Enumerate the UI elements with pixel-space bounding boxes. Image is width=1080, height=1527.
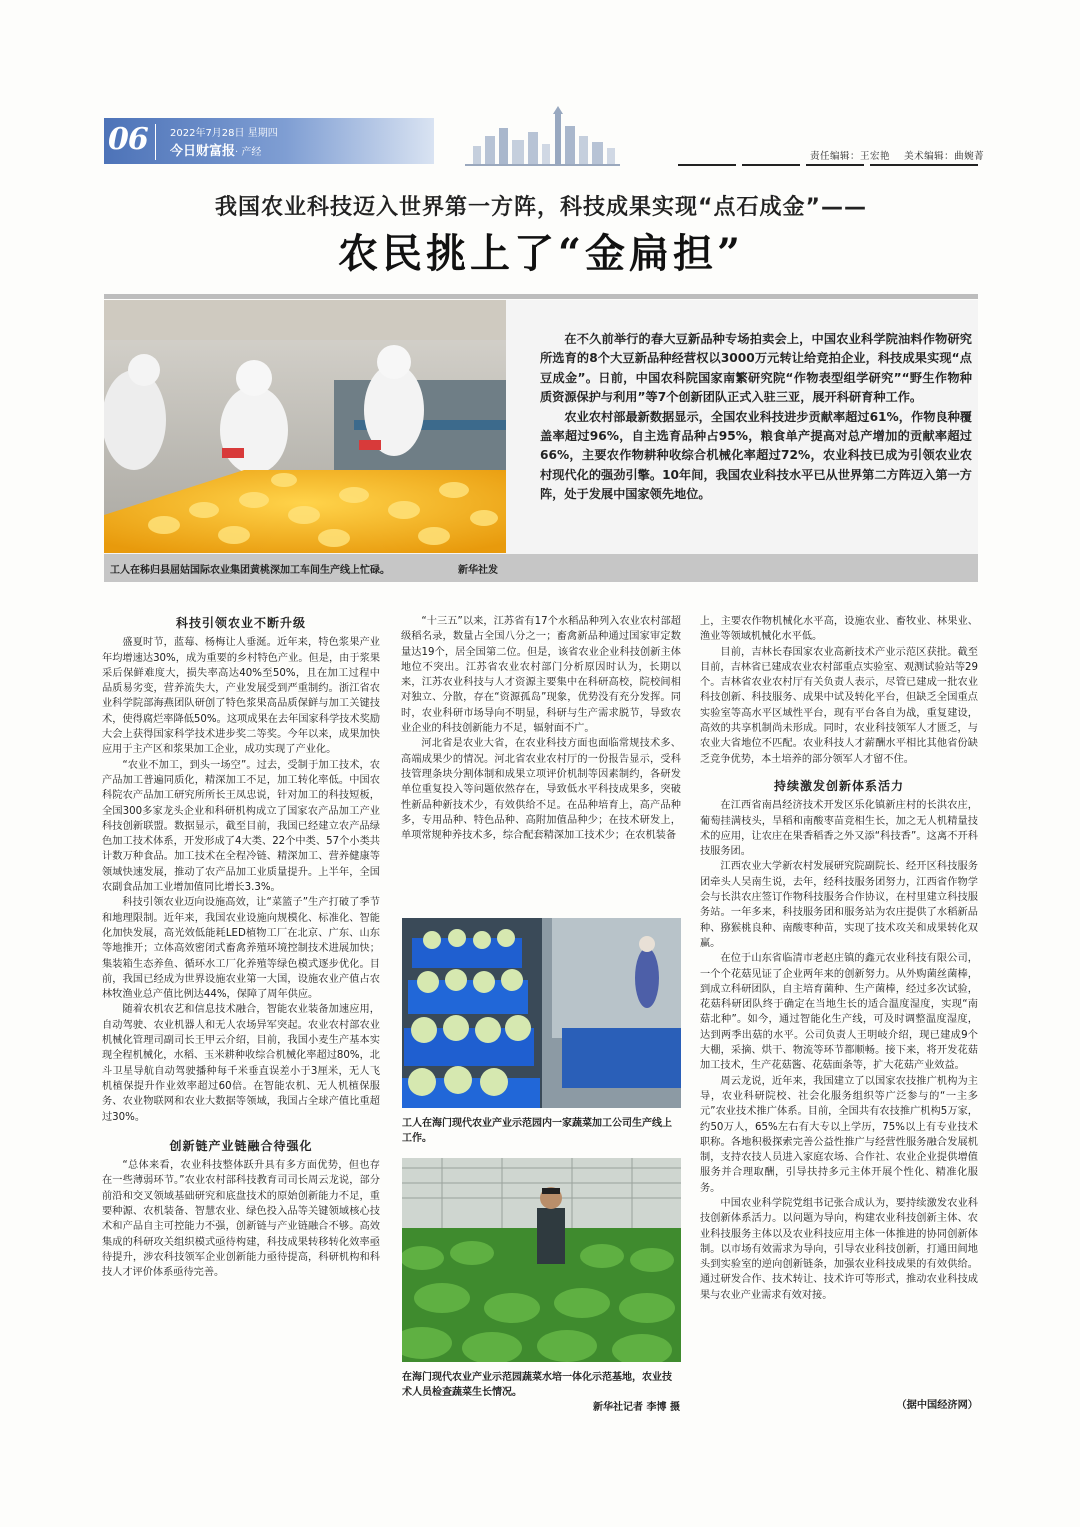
paragraph: 上，主要农作物机械化水平高，设施农业、畜牧业、林果业、渔业等领域机械化水平低。 [700,616,978,643]
headline-title: 农民挑上了“金扁担” [337,230,744,277]
lead-text [540,330,972,505]
main-photo-credit: 新华社发 [458,565,498,576]
paragraph: 江西农业大学新农村发展研究院副院长、经开区科技服务团牵头人吴南生说，去年，经科技服务团努力，江西省作物学会与长洪农庄签订作物科技服务合作协议，在村里建立科技服务站。一年多来，科技服务团和服务站为农庄提供了水稻新品种、猕猴桃良种、南酸枣种苗，实现了技术攻关和成果转化双赢。 [700,861,978,949]
paragraph: 在江西省南昌经济技术开发区乐化镇新庄村的长洪农庄，葡萄挂满枝头，旱稻和南酸枣苗竞相生长，加之无人机精量技术的应用，让农庄在果香稻香之外又添“科技香”。这离不开科技服务团。 [700,800,978,858]
section-heading: 科技引领农业不断升级 [175,616,306,630]
article-column-1 [102,616,380,1280]
header-rule [678,164,978,166]
section-heading: 持续激发创新体系活力 [773,778,904,793]
vegetable-factory-photo [402,918,681,1108]
article-column-2 [401,614,681,843]
art-editor: 美术编辑：曲婉菁 [904,151,985,162]
hydroponic-greenhouse-photo [402,1158,681,1362]
section-label: · 产经 [235,147,262,158]
section-heading: 创新链产业链融合待强化 [169,1138,313,1153]
paragraph: 随着农机农艺和信息技术融合，智能农业装备加速应用，自动驾驶、农业机器人和无人农场异军突起。农业农村部农业机械化管理司副司长王甲云介绍，目前，我国小麦生产基本实现全程机械化，水稻、玉米耕种收综合机械化率超过80%，北斗卫星导航自动驾驶播种每千米垂直误差小于3厘米，无人飞机植保提升作业效率超过60倍。在智能农机、无人机植保服务、农业物联网和农业大数据等领域，我国占全球产值比重超过30%。 [102,1004,380,1123]
paragraph: 在位于山东省临清市老赵庄镇的鑫元农业科技有限公司，一个个花菇见证了企业两年来的创新努力。从外购菌丝菌棒，到成立科研团队，自主培育菌种、生产菌棒，经过多次试验，花菇科研团队终于确定在当地生长的适合温度湿度，实现“南菇北种”。如今，通过智能化生产线，可及时调整温度湿度，达到两季出菇的水平。公司负责人王明岐介绍，现已建成9个大棚，采摘、烘干、物流等环节都顺畅。接下来，将开发花菇加工技术，生产花菇酱、花菇面条等，扩大花菇产业效益。 [700,953,978,1072]
paragraph: 科技引领农业迈向设施高效，让“菜篮子”生产打破了季节和地理限制。近年来，我国农业设施向规模化、标准化、智能化加快发展，高光效低能耗LED植物工厂在北京、广东、山东等地推开；立体高效密闭式畜禽养殖环境控制技术进展加快；集装箱生态养鱼、循环水工厂化养殖等绿色模式逐步优化。目前，我国已经成为世界设施农业第一大国，设施农业产值占农林牧渔业总产值比例达44%，保障了周年供应。 [102,897,380,1001]
peach-factory-photo [104,300,506,553]
paragraph: 周云龙说，近年来，我国建立了以国家农技推广机构为主导，农业科研院校、社会化服务组织等广泛参与的“一主多元”农业技术推广体系。目前，全国共有农技推广机构5万家，约50万人，65%左右有大专以上学历，75%以上有专业技术职称。各地积极探索完善公益性推广与经营性服务融合发展机制，支持农技人员进入家庭农场、合作社、农业企业提供增值服务并合理取酬，引导扶持多元主体开展个性化、精准化服务。 [700,1075,978,1194]
article-column-3 [700,614,978,1303]
paragraph: “十三五”以来，江苏省有17个水稻品种列入农业农村部超级稻名录，数量占全国八分之一；畜禽新品种通过国家审定数量达19个，居全国第二位。但是，该省农业企业科技创新主体地位不突出。江苏省农业农村部门分析原因时认为，长期以来，江苏农业科技与人才资源主要集中在科研高校，院校间相对独立、分散，存在“资源孤岛”现象，优势没有充分发挥。同时，农业科研市场导向不明显，科研与生产需求脱节，导致农业企业的科技创新能力不足，辐射面不广。 [401,616,681,735]
paragraph: 盛夏时节，蓝莓、杨梅让人垂涎。近年来，特色浆果产业年均增速达30%，成为重要的乡村特色产业。但是，由于浆果采后保鲜难度大，损失率高达40%至50%，且在加工过程中品质易劣变，营养流失大，产业发展受到严重制约。浙江省农业科学院部海燕团队研创了特色浆果高品质保鲜与加工关键技术，使得腐烂率降低50%。这项成果在去年国家科学技术奖励大会上获得国家科学技术进步奖二等奖。今年以来，成果加快应用于主产区和浆果加工企业，成功实现了产业化。 [102,637,380,756]
photo3-caption: 在海门现代农业产业示范园蔬菜水培一体化示范基地，农业技术人员检查蔬菜生长情况。 [402,1372,672,1398]
skyline-graphic [465,106,620,168]
headline-subtitle: 我国农业科技迈入世界第一方阵，科技成果实现“点石成金”—— [215,195,867,220]
paragraph: “农业不加工，到头一场空”。过去，受制于加工技术，农产品加工普遍同质化，精深加工不足，加工转化率低。中国农科院农产品加工研究所所长王凤忠说，针对加工的科技短板，全国300多家龙头企业和科研机构成立了国家农产品加工产业科技创新联盟。数据显示，截至目前，我国已经建立农产品绿色加工技术体系，开发形成了4大类、22个中类、57个小类共计数万种食品。加工技术在全程冷链、精深加工、营养健康等领域快速发展，推动了农产品加工业质量提升。上半年，全国农副食品加工业增加值同比增长3.3%。 [102,759,380,894]
main-photo-caption: 工人在秭归县屈姑国际农业集团黄桃深加工车间生产线上忙碌。 [110,565,390,576]
paragraph: “总体来看，农业科技整体跃升具有多方面优势，但也存在一些薄弱环节。”农业农村部科技教育司司长周云龙说，部分前沿和交叉领域基础研究和底盘技术的原始创新能力不足，重要种源、农机装备、智慧农业、绿色投入品等关键领域核心技术和产品自主可控能力不强，创新链与产业链融合不够。高效集成的科研攻关组织模式亟待构建，科技成果转移转化效率亟待提升，涉农科技领军企业创新能力亟待提高，科研机构和科技人才评价体系亟待完善。 [102,1160,380,1279]
paper-title: 今日财富报 [170,144,236,159]
photo2-caption: 工人在海门现代农业产业示范园内一家蔬菜加工公司生产线上工作。 [402,1118,672,1144]
source-note: （据中国经济网） [896,1400,978,1411]
headline-rule [104,294,978,299]
paragraph: 中国农业科学院党组书记张合成认为，要持续激发农业科技创新体系活力。以问题为导向，构建农业科技创新主体、农业科技服务主体以及农业科技应用主体一体推进的协同创新体制。以市场有效需求为导向，引导农业科技创新，打通田间地头到实验室的逆向创新链条，加强农业科技成果的有效供给。通过研发合作、技术转让、技术许可等形式，推动农业科技成果与农业产业需求有效对接。 [700,1197,978,1301]
masthead-divider [155,124,156,160]
lead-paragraph: 农业农村部最新数据显示，全国农业科技进步贡献率超过61%，作物良种覆盖率超过96%，自主选育品种占95%，粮食单产提高对总产增加的贡献率超过66%，主要农作物耕种收综合机械化率超过72%，农业科技已成为引领农业农村现代化的强劲引擎。10年间，我国农业科技水平已从世界第二方阵迈入第一方阵，处于发展中国家领先地位。 [540,409,972,502]
paragraph: 目前，吉林长春国家农业高新技术产业示范区获批。截至目前，吉林省已建成农业农村部重点实验室、观测试验站等29个。吉林省农业农村厅有关负责人表示，尽管已建成一批农业科技创新、科技服务、成果中试及转化平台，但缺乏全国重点实验室等高水平区域性平台，现有平台各自为战，重复建设，高效的共享机制尚未形成。同时，农业科技领军人才匮乏，与农业大省地位不匹配。农业科技人才薪酬水平相比其他省份缺乏竞争优势，本土培养的部分领军人才留不住。 [700,646,978,765]
paragraph: 河北省是农业大省，在农业科技方面也面临常规技术多、高端成果少的情况。河北省农业农村厅的一份报告显示，受科技管理条块分割体制和成果立项评价机制等因素制约，各研发单位重复投入等问题依然存在，导致低水平科技成果多，突破性新品种新技术少，有效供给不足。在品种培育上，高产品种多，专用品种、特色品种、高附加值品种少；在技术研发上，单项常规种养技术多，综合配套精深加工技术少；在农机装备 [401,738,681,842]
page-number: 06 [108,122,148,157]
photo3-credit: 新华社记者 李博 摄 [593,1402,680,1413]
responsible-editor: 责任编辑：王宏艳 [810,151,891,162]
issue-date: 2022年7月28日 星期四 [170,128,278,139]
editor-credits [810,148,984,162]
lead-paragraph: 在不久前举行的春大豆新品种专场拍卖会上，中国农业科学院油料作物研究所选育的8个大豆新品种经营权以3000万元转让给竞拍企业，科技成果实现“点豆成金”。日前，中国农科院国家南繁研究院“作物表型组学研究”“野生作物种质资源保护与利用”等7个创新团队正式入驻三亚，展开科研育种工作。 [540,332,972,405]
paper-name [170,140,261,159]
